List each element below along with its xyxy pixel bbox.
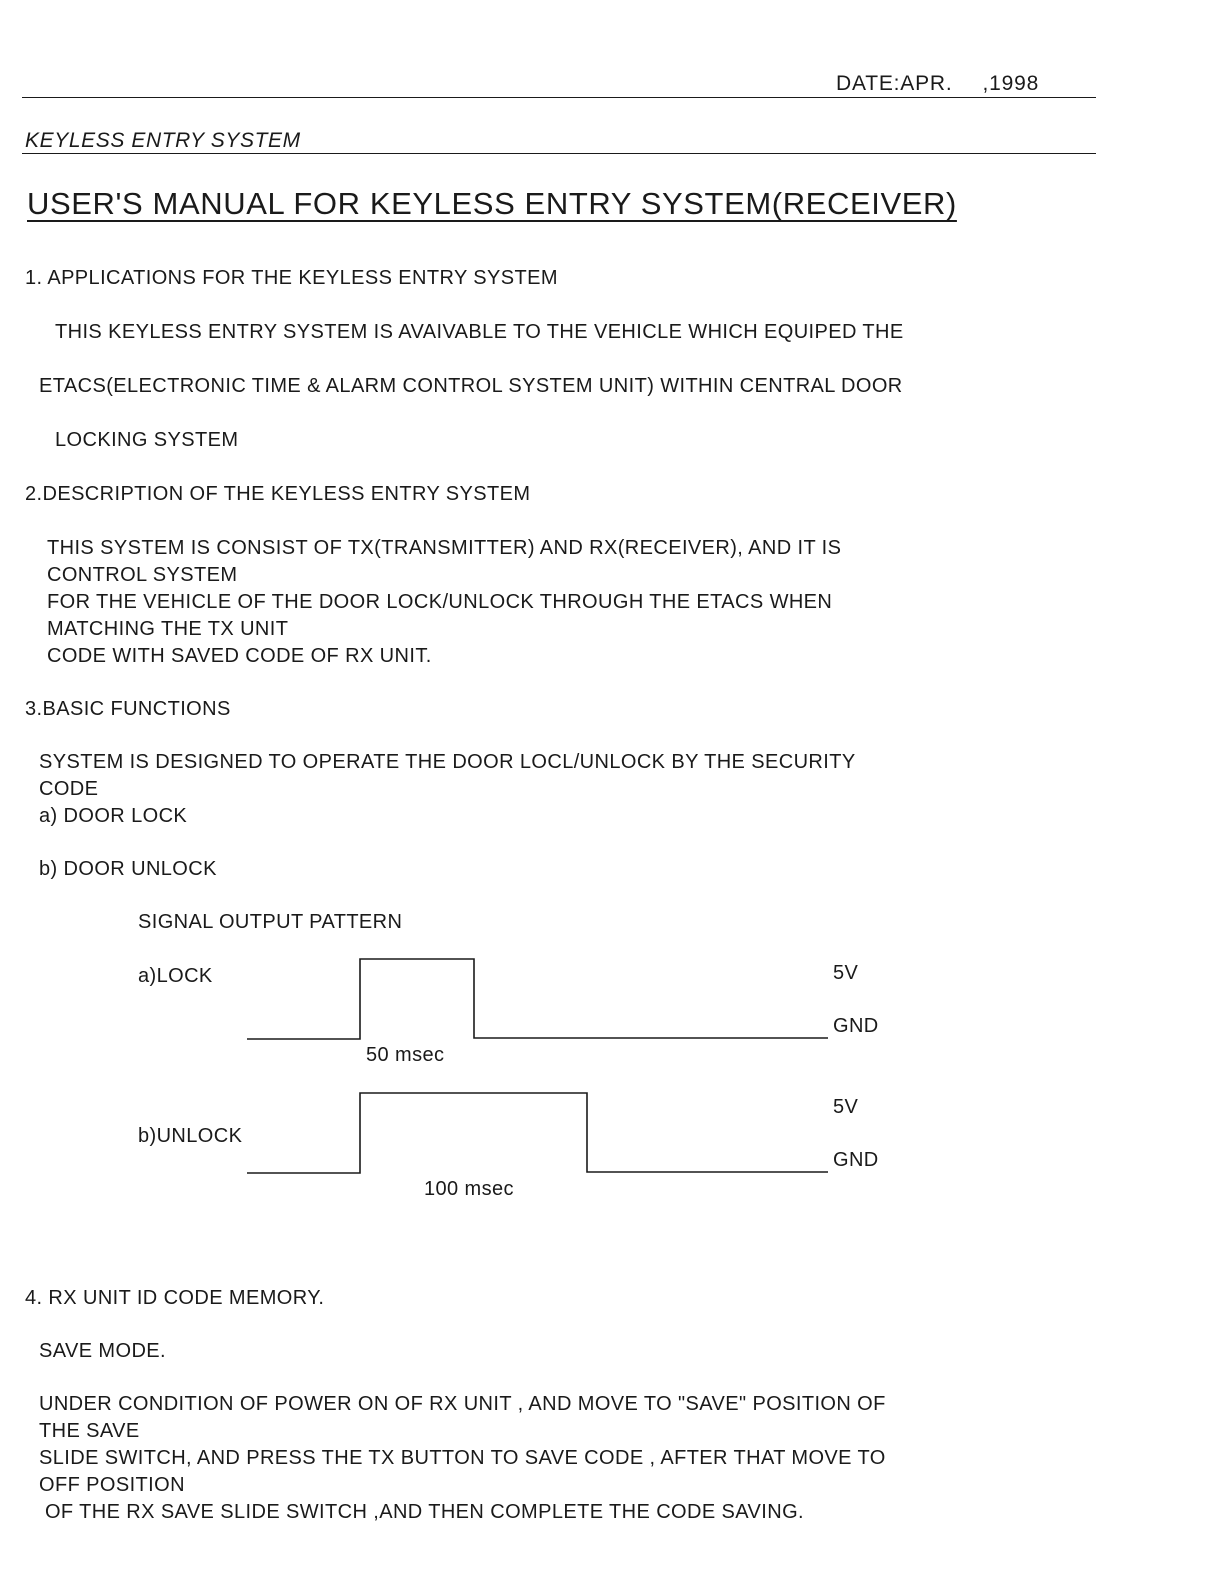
section-4-line-2: THE SAVE <box>39 1420 140 1442</box>
section-1-line-2: ETACS(ELECTRONIC TIME & ALARM CONTROL SYSTEM UNIT) WITHIN CENTRAL DOOR <box>39 375 903 397</box>
section-3-door-unlock: b) DOOR UNLOCK <box>39 858 217 880</box>
section-3-line-2: CODE <box>39 778 99 800</box>
section-4-line-5: OF THE RX SAVE SLIDE SWITCH ,AND THEN COMPLETE THE CODE SAVING. <box>39 1501 804 1523</box>
lock-pulse-duration: 50 msec <box>366 1044 445 1066</box>
date-label: DATE:APR. <box>836 72 953 95</box>
section-4-line-3: SLIDE SWITCH, AND PRESS THE TX BUTTON TO SAVE CODE , AFTER THAT MOVE TO <box>39 1447 886 1469</box>
section-2-line-2: CONTROL SYSTEM <box>47 564 238 586</box>
section-2-line-5: CODE WITH SAVED CODE OF RX UNIT. <box>47 645 432 667</box>
section-2-line-3: FOR THE VEHICLE OF THE DOOR LOCK/UNLOCK THROUGH THE ETACS WHEN <box>47 591 833 613</box>
section-4-line-4: OFF POSITION <box>39 1474 185 1496</box>
section-4-save-mode: SAVE MODE. <box>39 1340 166 1362</box>
section-4-heading: 4. RX UNIT ID CODE MEMORY. <box>25 1287 325 1309</box>
unlock-low-level-label: GND <box>833 1149 879 1171</box>
section-3-heading: 3.BASIC FUNCTIONS <box>25 698 231 720</box>
section-4-body <box>39 1391 886 1526</box>
section-2-heading: 2.DESCRIPTION OF THE KEYLESS ENTRY SYSTEM <box>25 483 531 505</box>
lock-high-level-label: 5V <box>833 962 859 984</box>
unlock-pulse-duration: 100 msec <box>424 1178 514 1200</box>
section-2-line-1: THIS SYSTEM IS CONSIST OF TX(TRANSMITTER) AND RX(RECEIVER), AND IT IS <box>47 537 842 559</box>
unlock-waveform <box>247 1093 828 1173</box>
unlock-signal-label: b)UNLOCK <box>138 1125 243 1147</box>
section-1-heading: 1. APPLICATIONS FOR THE KEYLESS ENTRY SYSTEM <box>25 267 558 289</box>
unlock-high-level-label: 5V <box>833 1096 859 1118</box>
section-2-line-4: MATCHING THE TX UNIT <box>47 618 289 640</box>
page-title: USER'S MANUAL FOR KEYLESS ENTRY SYSTEM(RECEIVER) <box>27 186 957 221</box>
document-subject: KEYLESS ENTRY SYSTEM <box>25 129 301 152</box>
date-year: ,1998 <box>982 72 1040 95</box>
section-4-line-1: UNDER CONDITION OF POWER ON OF RX UNIT , AND MOVE TO "SAVE" POSITION OF <box>39 1393 886 1415</box>
lock-low-level-label: GND <box>833 1015 879 1037</box>
section-3-line-3: a) DOOR LOCK <box>39 805 188 827</box>
signal-pattern-title: SIGNAL OUTPUT PATTERN <box>138 911 403 933</box>
section-3-line-1: SYSTEM IS DESIGNED TO OPERATE THE DOOR LOCL/UNLOCK BY THE SECURITY <box>39 751 856 773</box>
section-1-line-3: LOCKING SYSTEM <box>55 429 239 451</box>
lock-waveform <box>247 959 828 1039</box>
lock-signal-label: a)LOCK <box>138 965 213 987</box>
section-1-line-1: THIS KEYLESS ENTRY SYSTEM IS AVAIVABLE TO THE VEHICLE WHICH EQUIPED THE <box>55 321 904 343</box>
